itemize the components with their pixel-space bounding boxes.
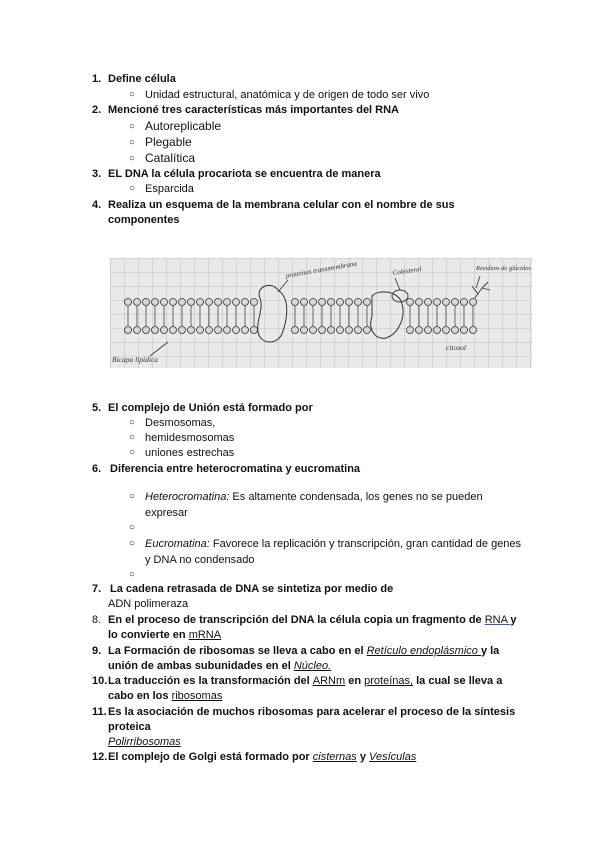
blank-arnm: ARNm (312, 675, 346, 687)
item-1-question: Define célula (108, 73, 176, 85)
item-5-answer-3: ○ uniones estrechas (129, 447, 235, 459)
item-2-answer-3: ○ Catalítica (129, 151, 196, 165)
item-7-question: La cadena retrasada de DNA se sintetiza por medio de (110, 583, 394, 595)
item-2-answer-2: ○ Plegable (129, 135, 192, 149)
circle-bullet-icon: ○ (129, 447, 136, 458)
term-heterocromatina: Heterocromatina: (145, 491, 230, 503)
label-citosol: citosol (446, 343, 466, 352)
item-1-answer: ○ Unidad estructural, anatómica y de origen de todo ser vivo (129, 89, 430, 101)
item-11-line2: proteica (108, 721, 151, 733)
label-glucidos: Residuos de glúcidos (476, 265, 531, 272)
item-4: 4. Realiza un esquema de la membrana celular con el nombre de sus (92, 199, 455, 211)
item-6-eucro-line2: y DNA no condensado (145, 554, 255, 566)
blank-nucleo: Núcleo. (293, 660, 332, 672)
item-2-answer-1: ○ Autoreplicable (129, 119, 222, 133)
item-4-question-line2: componentes (108, 214, 180, 226)
circle-bullet-icon: ○ (129, 417, 136, 428)
item-3: 3. EL DNA la célula procariota se encuentra de manera (92, 168, 381, 180)
item-6-question: Diferencia entre heterocromatina y eucromatina (110, 463, 361, 475)
circle-bullet-icon: ○ (129, 569, 136, 580)
blank-cisternas: cisternas (312, 751, 357, 763)
term-eucromatina: Eucromatina: (145, 538, 210, 550)
item-11-answer (108, 735, 181, 749)
circle-bullet-icon: ○ (129, 153, 136, 164)
item-3-question: EL DNA la célula procariota se encuentra de manera (108, 168, 381, 180)
blank-vesiculas: Vesículas (369, 751, 417, 763)
item-6: 6. Diferencia entre heterocromatina y eucromatina (92, 463, 361, 475)
item-3-answer: ○ Esparcida (129, 183, 194, 195)
item-8: 8. En el proceso de transcripción del DNA la célula copia un fragmento de RNA y (92, 614, 517, 626)
circle-bullet-icon: ○ (129, 137, 136, 148)
item-5-answer-1: ○ Desmosomas, (129, 417, 216, 429)
blank-reticulo: Retículo endoplásmico (366, 645, 481, 657)
item-2-question: Mencioné tres características más importantes del RNA (108, 104, 400, 116)
circle-bullet-icon: ○ (129, 89, 136, 100)
item-11: 11. Es la asociación de muchos ribosomas para acelerar el proceso de la síntesis (92, 706, 516, 718)
blank-ribosomas: ribosomas (171, 690, 223, 702)
item-5-question: El complejo de Unión está formado por (108, 402, 313, 414)
label-colesterol: Colesterol (392, 265, 422, 277)
item-10: 10. La traducción es la transformación del ARNm en proteínas, la cual se lleva a (92, 675, 503, 687)
item-1: 1. Define célula (92, 73, 176, 85)
blank-rna: RNA (484, 614, 511, 626)
item-7-answer: ADN polimeraza (108, 598, 189, 610)
circle-bullet-icon: ○ (129, 491, 136, 502)
label-lipidica: Bicapa lipídica (112, 355, 159, 364)
blank-mrna: mRNA (188, 629, 222, 641)
item-10-line2: cabo en los ribosomas (108, 690, 223, 702)
item-6-hetero: ○ Heterocromatina: Es altamente condensada, los genes no se pueden (129, 491, 483, 503)
label-proteins: proteínas transmembrana (284, 259, 358, 280)
item-5: 5. El complejo de Unión está formado por (92, 402, 313, 414)
circle-bullet-icon: ○ (129, 432, 136, 443)
circle-bullet-icon: ○ (129, 121, 136, 132)
item-9: 9. La Formación de ribosomas se lleva a cabo en el Retículo endoplásmico y la (92, 645, 500, 657)
item-2: 2. Mencioné tres características más importantes del RNA (92, 104, 400, 116)
cell-membrane-sketch (110, 258, 532, 368)
circle-bullet-icon: ○ (129, 538, 136, 549)
item-12: 12. El complejo de Golgi está formado por cisternas y Vesículas (92, 751, 417, 763)
item-8-line2: lo convierte en mRNA (108, 629, 222, 641)
blank-proteinas: proteínas, (364, 675, 414, 687)
item-5-answer-2: ○ hemidesmosomas (129, 432, 235, 444)
item-7: 7. La cadena retrasada de DNA se sintetiza por medio de (92, 583, 394, 595)
item-4-question-line1: Realiza un esquema de la membrana celular con el nombre de sus (108, 199, 455, 211)
circle-bullet-icon: ○ (129, 522, 136, 533)
item-9-line2: unión de ambas subunidades en el Núcleo. (108, 660, 332, 672)
item-6-hetero-line2: expresar (145, 507, 188, 519)
circle-bullet-icon: ○ (129, 183, 136, 194)
blank-polirribosomas: Polirribosomas (108, 736, 181, 748)
item-6-eucro: ○ Eucromatina: Favorece la replicación y transcripción, gran cantidad de genes (129, 538, 522, 550)
